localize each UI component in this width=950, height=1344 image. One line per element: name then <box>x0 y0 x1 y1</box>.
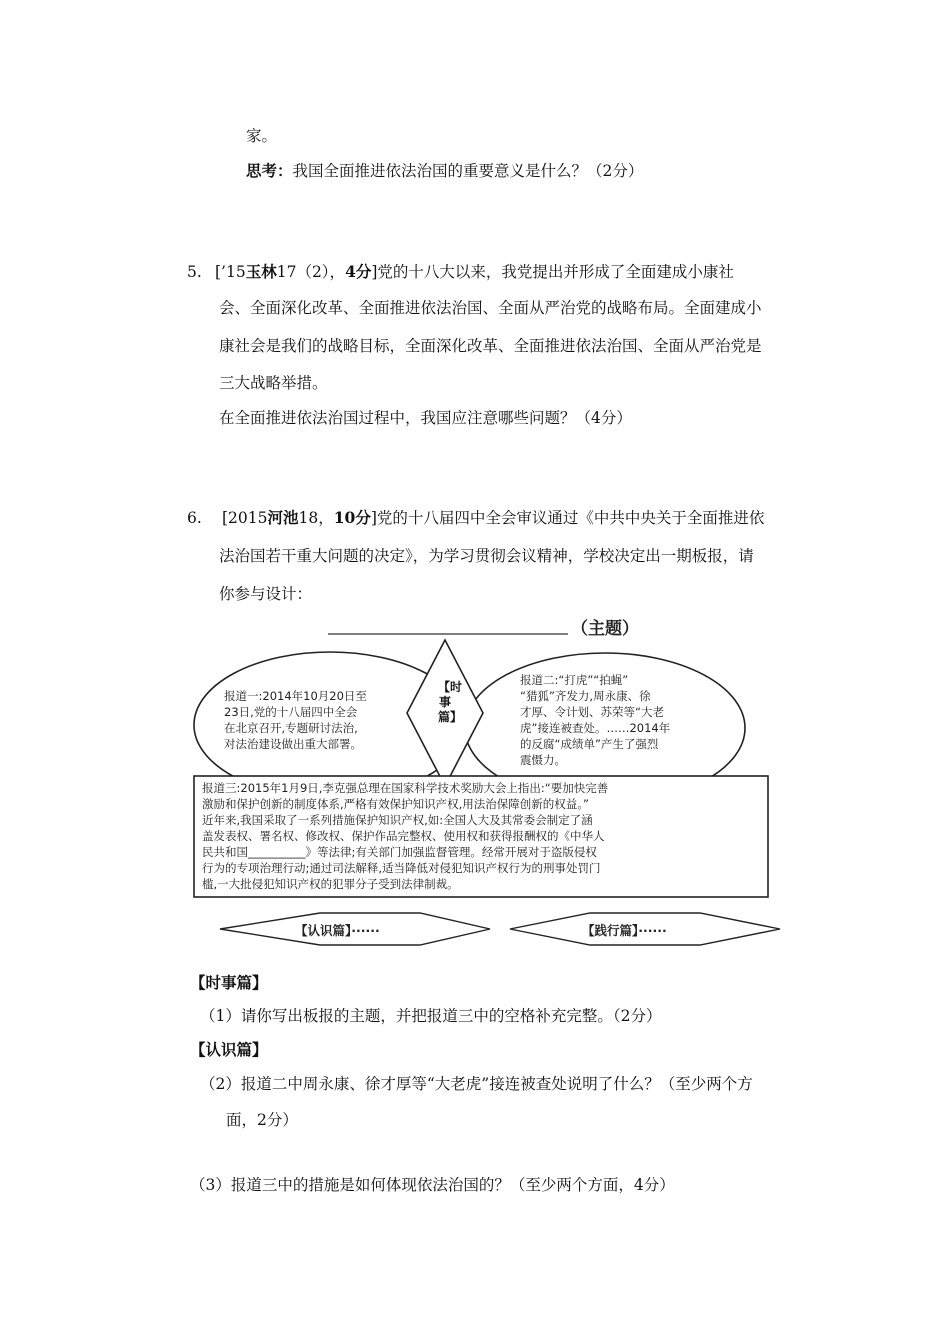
report2-line: 才厚、令计划、苏荣等“大老 <box>520 705 664 719</box>
q5-number: 5. <box>187 263 202 281</box>
q6-source-score: 10分 <box>333 508 371 527</box>
report2-line: 的反腐“成绩单”产生了强烈 <box>520 737 659 751</box>
theme-label: （主题） <box>571 619 639 639</box>
report1-line: 对法治建设做出重大部署。 <box>224 737 362 751</box>
q5-source-place: 玉林 <box>245 262 277 281</box>
q6-sub1: （1）请你写出板报的主题，并把报道三中的空格补充完整。（2分） <box>200 1007 662 1025</box>
report1-line: 报道一:2014年10月20日至 <box>224 689 367 703</box>
report1-text <box>224 688 367 752</box>
q6-source-place: 河池 <box>267 508 299 527</box>
report3-line: 行为的专项治理行动;通过司法解释,适当降低对侵犯知识产权行为的刑事处罚门 <box>202 861 601 875</box>
report2-line: 虎”接连被查处。……2014年 <box>520 721 671 735</box>
q6-line1-rest: ]党的十八届四中全会审议通过《中共中央关于全面推进依 <box>370 509 765 527</box>
report3-line: 民共和国__________》等法律;有关部门加强监督管理。经常开展对于盗版侵权 <box>202 845 597 859</box>
q6-source-mid: 18， <box>298 509 334 527</box>
news-heading: 【时事篇】 <box>190 973 268 992</box>
report2-line: 震慑力。 <box>520 753 566 767</box>
think-label: 思考： <box>246 161 293 180</box>
report3-line: 激励和保护创新的制度体系,严格有效保护知识产权,用法治保障创新的权益。” <box>202 797 590 811</box>
q6-line1 <box>222 508 764 528</box>
q6-line3: 你参与设计： <box>219 585 313 603</box>
report2-line: 报道二:“打虎”“拍蝇” <box>520 673 629 687</box>
q6-sub3: （3）报道三中的措施是如何体现依法治国的？（至少两个方面，4分） <box>190 1176 675 1194</box>
q5-line2: 会、全面深化改革、全面推进依法治国、全面从严治党的战略布局。全面建成小 <box>219 299 762 317</box>
q4-tail: 家。 <box>246 127 278 145</box>
q6-sub2-line1: （2）报道二中周永康、徐才厚等“大老虎”接连被查处说明了什么？（至少两个方 <box>200 1075 753 1093</box>
q6-sub2-line2: 面，2分） <box>226 1111 298 1129</box>
report1-line: 23日,党的十八届四中全会 <box>224 705 358 719</box>
q5-line4: 三大战略举措。 <box>219 374 328 392</box>
practice-banner-label: 【践行篇】······ <box>582 923 667 938</box>
q5-source-pre: [’15 <box>215 263 246 281</box>
report3-line: 近年来,我国采取了一系列措施保护知识产权,如:全国人大及其常委会制定了涵 <box>202 813 593 827</box>
report3-text <box>202 780 608 892</box>
report3-line: 盖发表权、署名权、修改权、保护作品完整权、使用权和获得报酬权的《中华人 <box>202 829 605 843</box>
recognition-banner-label: 【认识篇】······ <box>295 923 380 938</box>
news-section-vertical: 【时事篇】 <box>438 680 463 724</box>
q6-source-pre: [2015 <box>222 509 268 527</box>
report3-line: 报道三:2015年1月9日,李克强总理在国家科学技术奖励大会上指出:“要加快完善 <box>202 781 609 795</box>
q6-number: 6. <box>187 509 202 527</box>
q6-line2: 法治国若干重大问题的决定》，为学习贯彻会议精神，学校决定出一期板报，请 <box>219 547 754 565</box>
q5-question: 在全面推进依法治国过程中，我国应注意哪些问题？（4分） <box>219 409 632 427</box>
report2-text <box>520 672 670 768</box>
report2-line: “猎狐”齐发力,周永康、徐 <box>520 689 651 703</box>
report3-line: 槛,一大批侵犯知识产权的犯罪分子受到法律制裁。 <box>202 877 459 891</box>
q5-source-mid: 17（2）， <box>276 263 346 281</box>
report1-line: 在北京召开,专题研讨法治, <box>224 721 358 735</box>
q4-think <box>246 161 643 181</box>
q5-source-score: 4分 <box>345 262 372 281</box>
recognition-heading: 【认识篇】 <box>190 1040 268 1059</box>
blackboard-poster <box>190 610 790 950</box>
q5-line1 <box>215 262 734 282</box>
q5-line1-rest: ]党的十八大以来，我党提出并形成了全面建成小康社 <box>371 263 734 281</box>
think-text: 我国全面推进依法治国的重要意义是什么？（2分） <box>292 162 644 180</box>
q5-line3: 康社会是我们的战略目标，全面深化改革、全面推进依法治国、全面从严治党是 <box>219 337 762 355</box>
